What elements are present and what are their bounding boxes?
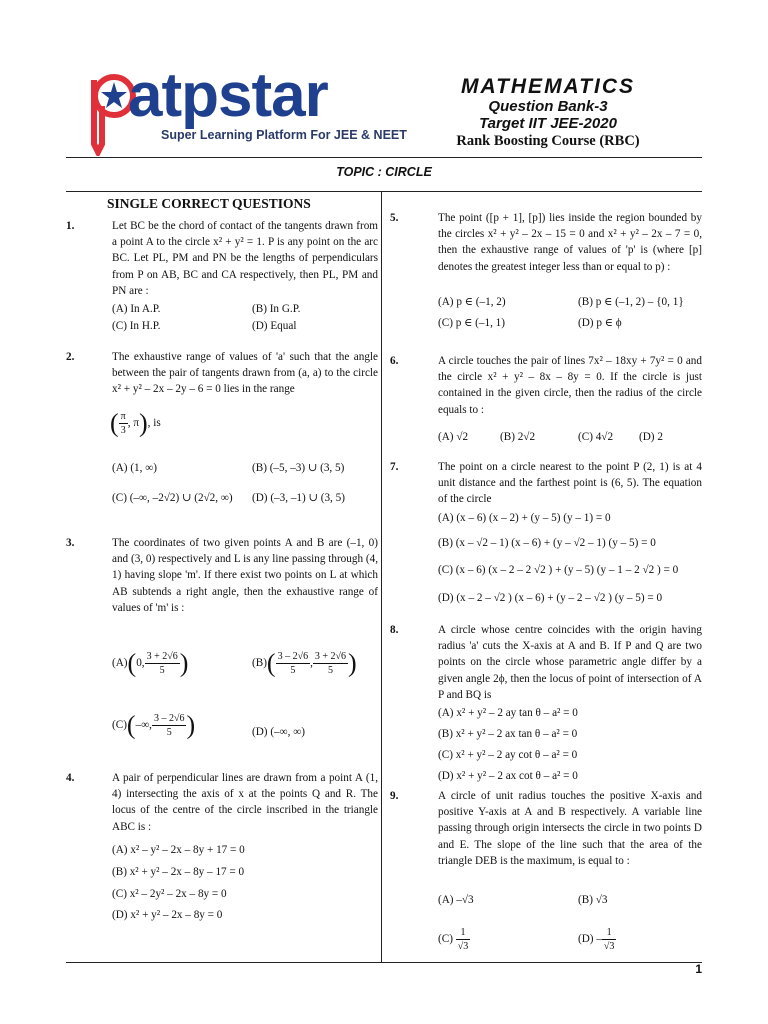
option-d: (D) – $\frac{1}{√3}$ — [578, 927, 615, 952]
option-b: (B) p ∈ (–1, 2) – {0, 1} — [578, 296, 684, 308]
option-a: (A) –√3 — [438, 894, 474, 906]
option-b: (B) 2√2 — [500, 431, 536, 443]
question-bank-label: Question Bank-3 — [488, 98, 608, 115]
option-b: (B) x² + y² – 2x – 8y – 17 = 0 — [112, 866, 245, 878]
option-c: (C) x² + y² – 2 ay cot θ – a² = 0 — [438, 749, 578, 761]
question-number: 7. — [390, 461, 399, 473]
question-text: The coordinates of two given points A and B are (–1, 0) and (3, 0) respectively and L is any line passing through (4, 1) having slope 'm'. If there exist two points on L at which AB subtends a right angle, then the exhaustive range of values of 'm' is : — [112, 537, 378, 614]
option-b: (B) (x – √2 – 1) (x – 6) + (y – √2 – 1) (y – 5) = 0 — [438, 537, 656, 549]
question-number: 2. — [66, 351, 75, 363]
option-a: (A) (x – 6) (x – 2) + (y – 5) (y – 1) = 0 — [438, 512, 611, 524]
column-divider — [381, 192, 382, 962]
range-expression: ( $\frac{\pi}{3}$ , π), is — [110, 408, 161, 438]
header-divider — [66, 157, 702, 158]
question-text: A circle of unit radius touches the positive X-axis and positive Y-axis at A and B respectively. A variable line passing through origin intersects the circle in two points D and E. The slope of the line such that the area of the triangle DEB is the maximum, is equal to : — [438, 790, 702, 867]
question-text: Let BC be the chord of contact of the tangents drawn from a point A to the circle x² + y² = 1. P is any point on the arc BC. Let PL, PM and PN be the lengths of perpendiculars from P on AB, BC and CA respectively, then PL, PM and PN are : — [112, 220, 378, 297]
brand-logo — [88, 61, 407, 156]
header-title-block — [428, 76, 668, 150]
option-b: (B) x² + y² – 2 ax tan θ – a² = 0 — [438, 728, 578, 740]
question-text: A circle touches the pair of lines 7x² – 18xy + 7y² = 0 and the circle x² + y² – 8x – 8y = 0. If the circle is just contained in the given circle, then the radius of the circle equals to : — [438, 355, 702, 416]
option-d: (D) (–∞, ∞) — [252, 726, 305, 738]
option-b: (B) √3 — [578, 894, 608, 906]
question-number: 4. — [66, 772, 75, 784]
option-a: (A) √2 — [438, 431, 469, 443]
option-a: (A)(0, $\frac{3 + 2√6}{5}$ ) — [112, 648, 189, 678]
question-text: The point on a circle nearest to the point P (2, 1) is at 4 unit distance and the farthest point is (6, 5). The equation of the circle — [438, 461, 702, 506]
page-number: 1 — [695, 962, 702, 976]
brand-tagline: Super Learning Platform For JEE & NEET — [161, 128, 407, 142]
footer-divider — [66, 962, 702, 963]
option-d: (D) Equal — [252, 320, 297, 332]
option-c: (C)(–∞, $\frac{3 - 2√6}{5}$ ) — [112, 710, 196, 740]
question-text: A circle whose centre coincides with the origin having radius 'a' cuts the X-axis at A and B. If P and Q are two points on the circle whose parametric angle differ by a given angle 2ϕ, then the locus of point of intersection of A P and BQ is — [438, 624, 702, 701]
option-b: (B)( $\frac{3 - 2√6}{5}$ , $\frac{3 + 2√6}{5}$ ) — [252, 648, 357, 678]
option-c: (C) $\frac{1}{√3}$ — [438, 927, 469, 952]
option-c: (C) In H.P. — [112, 320, 161, 332]
option-a: (A) p ∈ (–1, 2) — [438, 296, 506, 308]
question-number: 3. — [66, 537, 75, 549]
option-d: (D) p ∈ ϕ — [578, 317, 622, 329]
option-c: (C) x² – 2y² – 2x – 8y = 0 — [112, 888, 227, 900]
question-text: The exhaustive range of values of 'a' such that the angle between the pair of tangents drawn from (a, a) to the circle x² + y² – 2x – 2y – 6 = 0 lies in the range — [112, 351, 378, 396]
question-number: 9. — [390, 790, 399, 802]
question-text: A pair of perpendicular lines are drawn from a point A (1, 4) intersecting the axis of x at the points Q and R. The locus of the centre of the circle inscribed in the triangle ABC is : — [112, 772, 378, 833]
option-a: (A) x² – y² – 2x – 8y + 17 = 0 — [112, 844, 245, 856]
option-d: (D) (x – 2 – √2 ) (x – 6) + (y – 2 – √2 ) (y – 5) = 0 — [438, 592, 663, 604]
option-b: (B) (–5, –3) ∪ (3, 5) — [252, 462, 345, 474]
topic-divider — [66, 191, 702, 192]
option-a: (A) x² + y² – 2 ay tan θ – a² = 0 — [438, 707, 578, 719]
question-number: 1. — [66, 220, 75, 232]
topic-heading: TOPIC : CIRCLE — [336, 165, 432, 179]
option-c: (C) (–∞, –2√2) ∪ (2√2, ∞) — [112, 492, 233, 504]
course-label: Rank Boosting Course (RBC) — [456, 133, 640, 149]
subject-title: MATHEMATICS — [460, 75, 636, 98]
option-c: (C) 4√2 — [578, 431, 614, 443]
section-heading: SINGLE CORRECT QUESTIONS — [107, 196, 311, 211]
option-b: (B) In G.P. — [252, 303, 301, 315]
option-a: (A) (1, ∞) — [112, 462, 157, 474]
question-number: 5. — [390, 212, 399, 224]
question-number: 8. — [390, 624, 399, 636]
option-a: (A) In A.P. — [112, 303, 161, 315]
option-d: (D) 2 — [639, 431, 663, 443]
option-d: (D) x² + y² – 2x – 8y = 0 — [112, 909, 223, 921]
question-text: The point ([p + 1], [p]) lies inside the region bounded by the circles x² + y² – 2x – 15 = 0 and x² + y² – 2x – 7 = 0, then the exhaustive range of values of 'p' is (where [p] denotes the greatest integer less than or equal to p) : — [438, 212, 702, 273]
brand-wordmark: atpstar — [128, 61, 328, 130]
option-d: (D) (–3, –1) ∪ (3, 5) — [252, 492, 345, 504]
question-number: 6. — [390, 355, 399, 367]
option-c: (C) (x – 6) (x – 2 – 2 √2 ) + (y – 5) (y – 1 – 2 √2 ) = 0 — [438, 564, 679, 576]
option-c: (C) p ∈ (–1, 1) — [438, 317, 506, 329]
target-label: Target IIT JEE-2020 — [479, 115, 617, 132]
option-d: (D) x² + y² – 2 ax cot θ – a² = 0 — [438, 770, 578, 782]
